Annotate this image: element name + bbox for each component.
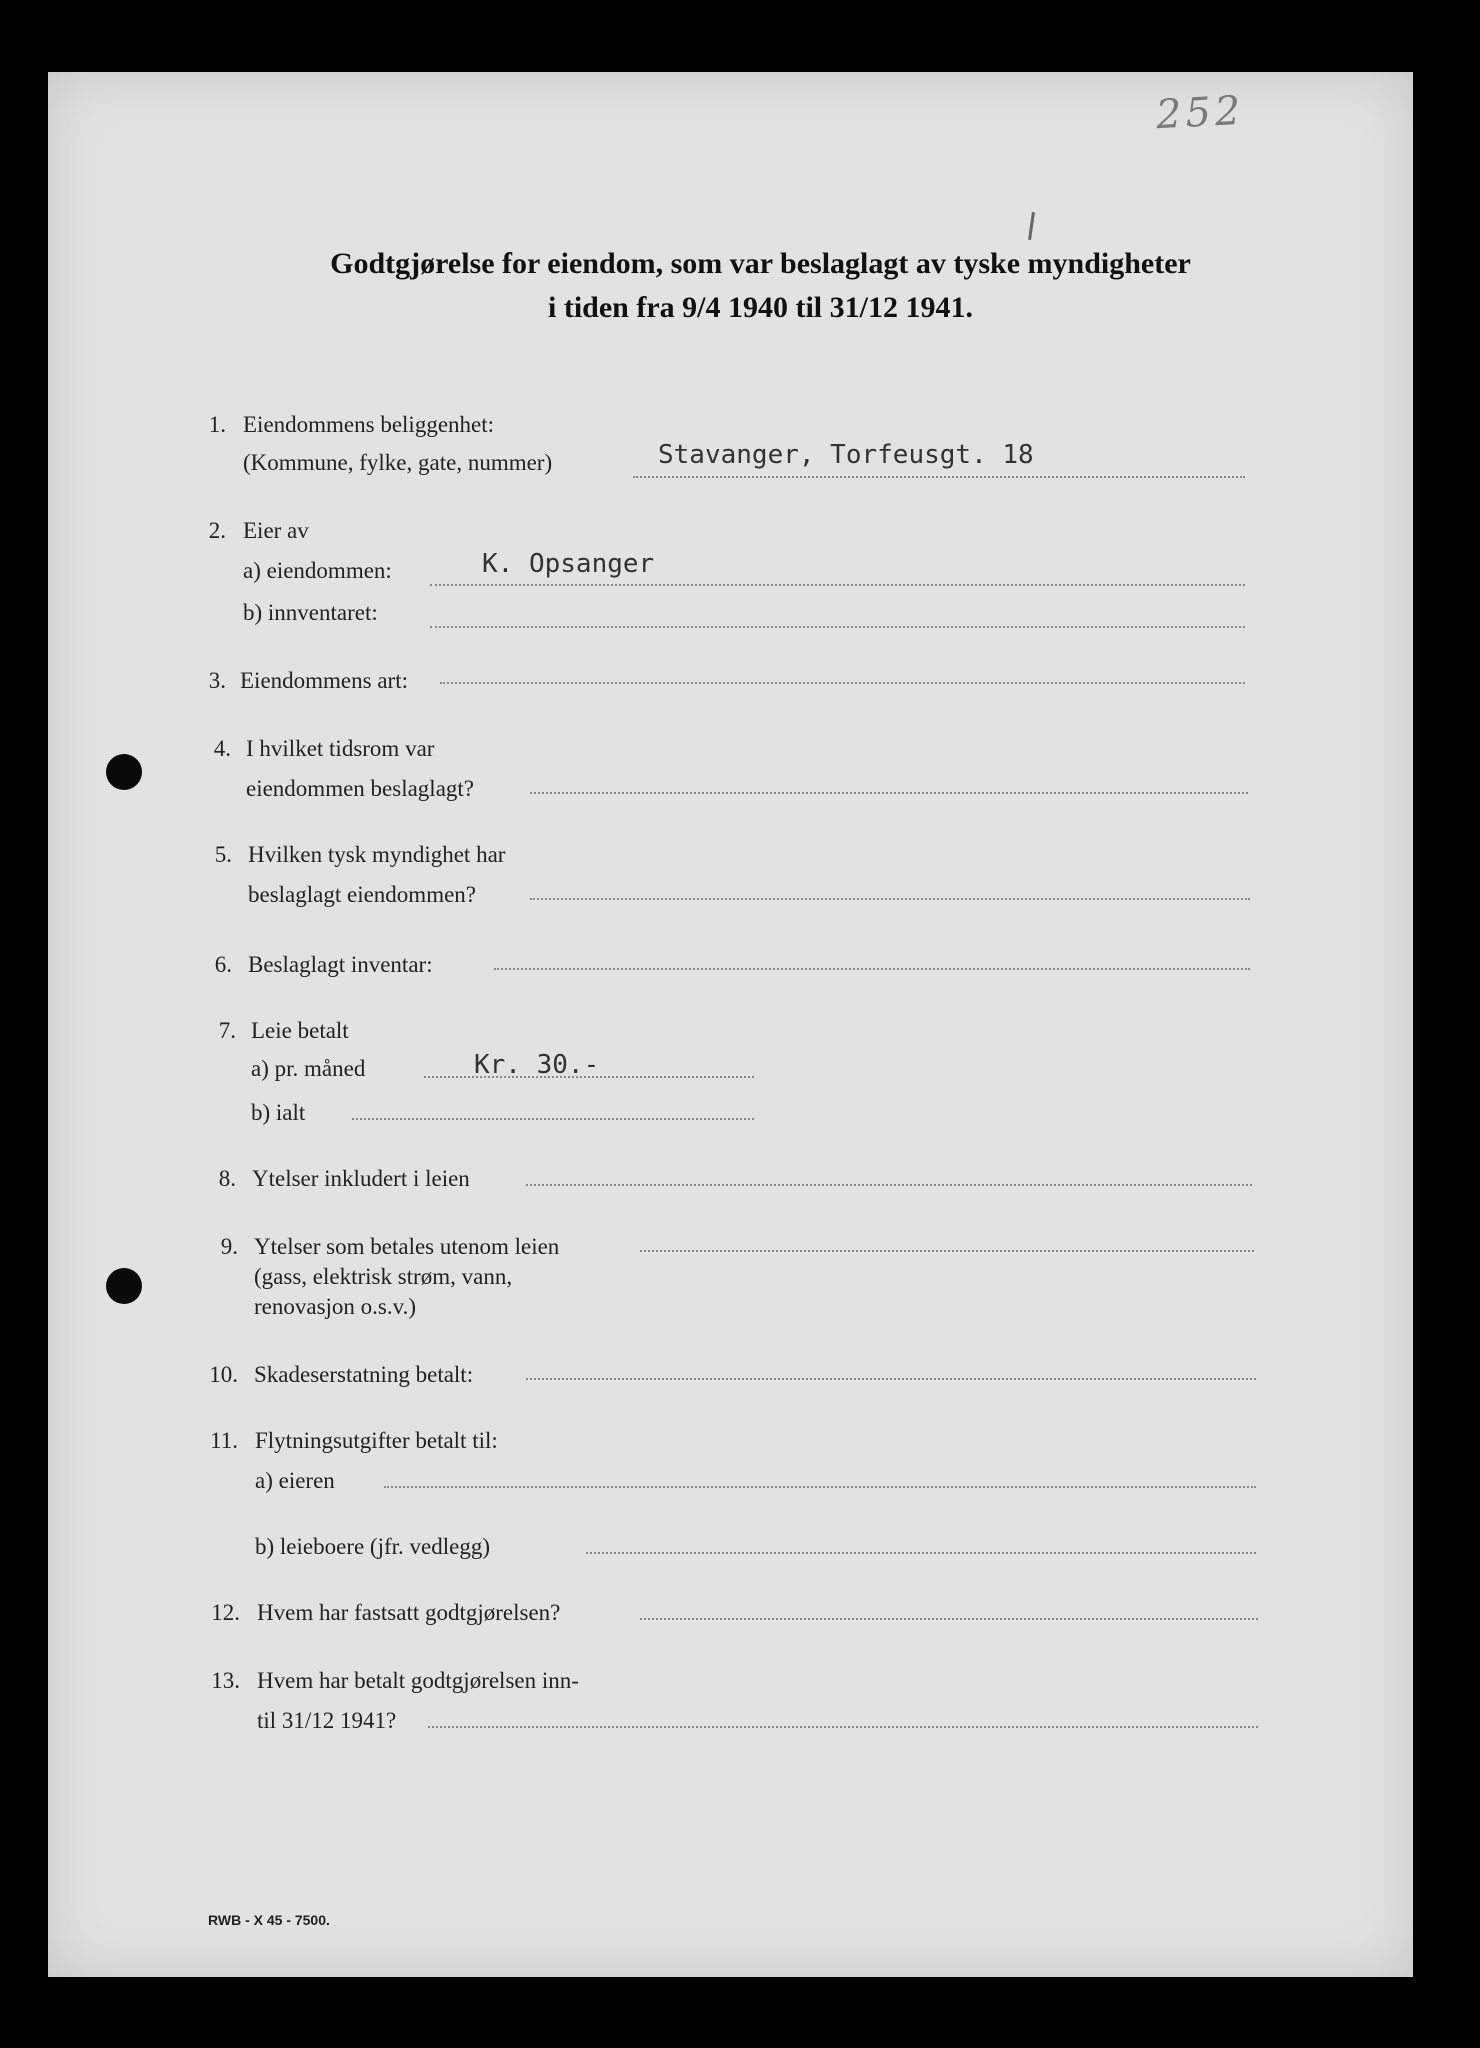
item-9-label: Ytelser som betales utenom leien [254,1234,560,1259]
item-13-sublabel: til 31/12 1941? [257,1708,397,1733]
item-11b-label: b) leieboere (jfr. vedlegg) [255,1534,490,1559]
item-1-typed-value: Stavanger, Torfeusgt. 18 [658,440,1034,470]
item-5-field-line [530,898,1250,900]
item-10-label: Skadeserstatning betalt: [254,1362,474,1387]
item-2a-typed-value: K. Opsanger [482,549,655,579]
item-12-number: 12. [211,1600,240,1625]
item-10-field-line [526,1378,1256,1380]
item-1-label: Eiendommens beliggenhet: [243,412,495,437]
form-title [48,242,1413,330]
punch-hole-top [106,754,142,790]
item-8-number: 8. [218,1166,236,1191]
item-5-sublabel: beslaglagt eiendommen? [248,882,477,907]
item-13-field-line [428,1726,1258,1728]
item-7-label: Leie betalt [251,1018,349,1043]
form-page [48,72,1413,1977]
item-8-label: Ytelser inkludert i leien [252,1166,470,1191]
item-9-sublabel-2: renovasjon o.s.v.) [254,1294,417,1319]
item-11-number: 11. [210,1428,238,1453]
item-2b-label: b) innventaret: [243,600,378,625]
item-11a-label: a) eieren [255,1468,335,1493]
item-2b-field-line [430,626,1245,628]
item-7a-typed-value: Kr. 30.- [474,1050,600,1080]
item-2a-field-line [430,584,1245,586]
item-1-sublabel: (Kommune, fylke, gate, nummer) [243,450,553,475]
item-7a-label: a) pr. måned [251,1056,366,1081]
item-2-label: Eier av [243,518,309,543]
item-8-field-line [526,1184,1252,1186]
printer-code: RWB - X 45 - 7500. [208,1912,330,1928]
item-9-field-line [640,1250,1254,1252]
item-2a-label: a) eiendommen: [243,558,392,583]
item-3-label: Eiendommens art: [240,668,408,693]
item-13-number: 13. [211,1668,240,1693]
item-7-number: 7. [218,1018,236,1043]
item-5-label: Hvilken tysk myndighet har [248,842,506,867]
item-11a-field-line [384,1486,1256,1488]
item-5-number: 5. [214,842,232,867]
item-7b-field-line [352,1118,754,1120]
item-6-number: 6. [214,952,232,977]
punch-hole-bottom [106,1268,142,1304]
item-6-field-line [494,968,1250,970]
item-12-label: Hvem har fastsatt godtgjørelsen? [257,1600,561,1625]
item-1-number: 1. [208,412,226,437]
item-4-label: I hvilket tidsrom var [246,736,435,761]
item-3-field-line [440,682,1245,684]
item-2-number: 2. [208,518,226,543]
item-11-label: Flytningsutgifter betalt til: [255,1428,498,1453]
item-4-field-line [530,792,1248,794]
item-4-sublabel: eiendommen beslaglagt? [246,776,475,801]
item-9-sublabel-1: (gass, elektrisk strøm, vann, [254,1264,513,1289]
item-13-label: Hvem har betalt godtgjørelsen inn- [257,1668,579,1693]
item-1-field-line [633,476,1245,478]
item-3-number: 3. [208,668,226,693]
item-4-number: 4. [213,736,231,761]
item-12-field-line [640,1618,1258,1620]
title-line-1: Godtgjørelse for eiendom, som var beslaglagt av tyske myndigheter [330,247,1191,280]
item-7b-label: b) ialt [251,1100,306,1125]
item-10-number: 10. [209,1362,238,1387]
item-9-number: 9. [220,1234,238,1259]
title-line-2: i tiden fra 9/4 1940 til 31/12 1941. [548,291,973,324]
item-6-label: Beslaglagt inventar: [248,952,433,977]
handwritten-page-number: 252 [1154,87,1246,139]
item-11b-field-line [586,1552,1256,1554]
pencil-mark [1028,212,1035,240]
